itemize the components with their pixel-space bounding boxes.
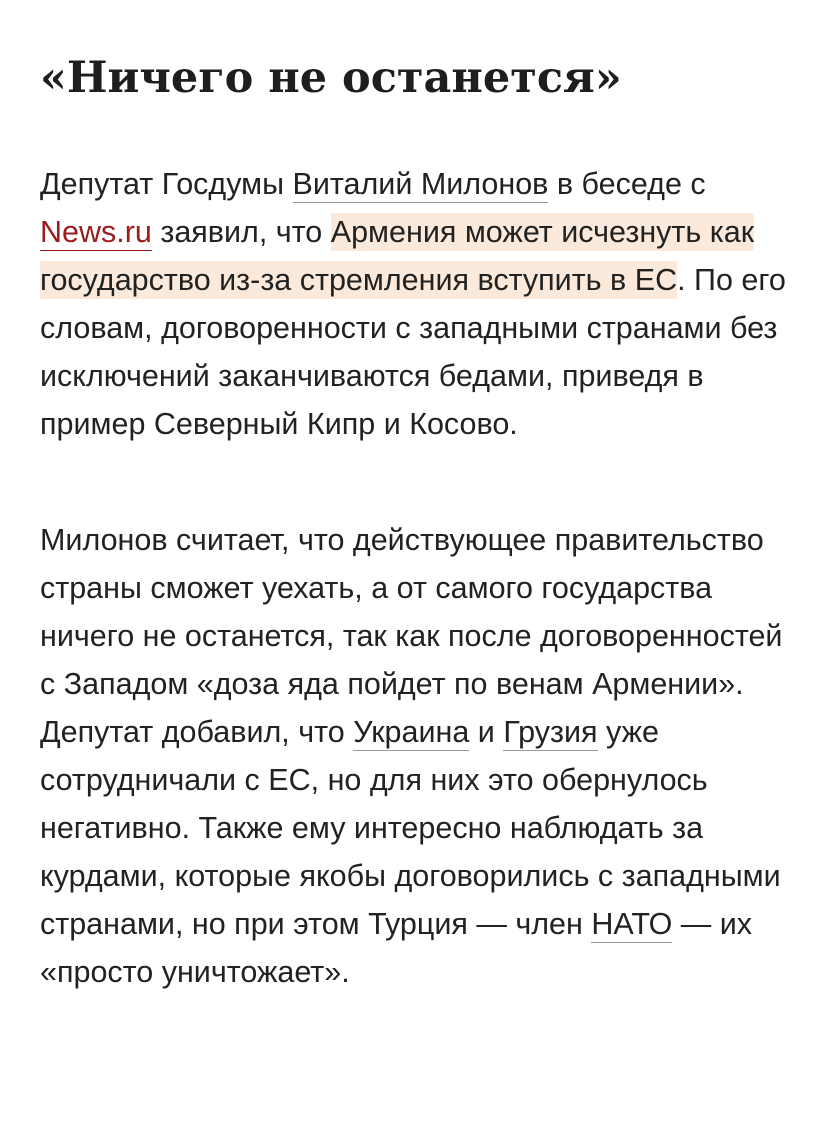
- paragraph-text: Милонов считает, что действующее правительство страны сможет уехать, а от самого государства ничего не останется, так как после договоренностей с Западом «доза яда пойдет по венам Армении». Депутат добавил, что: [40, 523, 783, 749]
- paragraph-text: в беседе с: [548, 167, 706, 201]
- paragraph-text: . По его словам, договоренности с западными странами без исключений заканчиваются бедами, приведя в пример Северный Кипр и Косово.: [40, 263, 786, 441]
- paragraph-text: и: [469, 715, 504, 749]
- paragraph-text: Депутат Госдумы: [40, 167, 293, 201]
- paragraph-2: [40, 516, 788, 996]
- link-georgia[interactable]: Грузия: [503, 715, 598, 749]
- section-title: «Ничего не останется»: [40, 53, 622, 103]
- paragraph-1: [40, 160, 788, 448]
- link-nato[interactable]: НАТО: [591, 907, 673, 941]
- highlighted-quote: Армения может исчезнуть как государство из-за стремления вступить в ЕС: [40, 215, 755, 297]
- link-news-ru[interactable]: News.ru: [40, 215, 152, 249]
- link-ukraine[interactable]: Украина: [353, 715, 470, 749]
- paragraph-text: заявил, что: [151, 215, 331, 249]
- paragraph-text: уже сотрудничали с ЕС, но для них это обернулось негативно. Также ему интересно наблюдать за курдами, которые якобы договорились с западными странами, но при этом Турция — член: [40, 715, 781, 941]
- link-vitaly-milonov[interactable]: Виталий Милонов: [292, 167, 549, 201]
- paragraph-text: — их «просто уничтожает».: [40, 907, 753, 989]
